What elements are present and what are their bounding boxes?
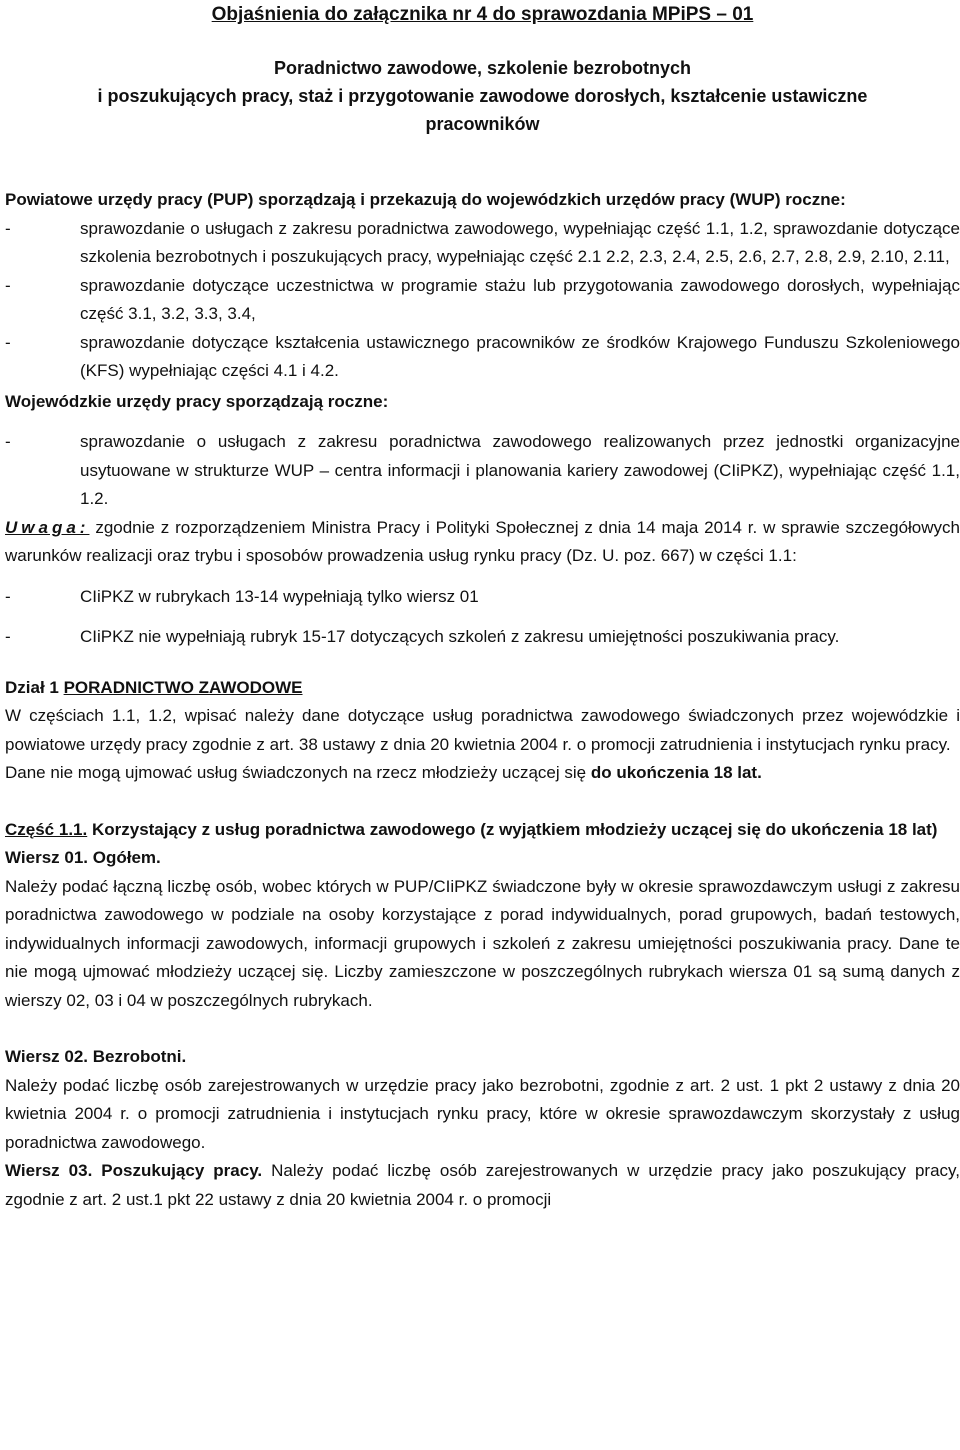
document-page <box>5 0 960 1214</box>
uwaga-list-item <box>5 623 960 652</box>
dzial-1-prefix: Dział 1 <box>5 677 64 697</box>
dash-marker: - <box>5 218 11 238</box>
wiersz-03-text: Należy podać liczbę osób zarejestrowanych w urzędzie pracy jako poszukujący pracy, zgodnie z art. 2 ust.1 pkt 22 ustawy z dnia 20 kwietnia 2004 r. o promocji <box>5 1161 960 1209</box>
pup-list <box>5 215 960 386</box>
wup-item-text: sprawozdanie o usługach z zakresu poradnictwa zawodowego realizowanych przez jednostki organizacyjne usytuowane w strukturze WUP – centra informacji i planowania kariery zawodowej (CIiPKZ), wypełniając część 1.1, 1.2. <box>80 432 960 508</box>
wiersz-03-label: Wiersz 03. Poszukujący pracy. <box>5 1161 263 1180</box>
pup-list-item <box>5 215 960 272</box>
wiersz-01-text: Należy podać łączną liczbę osób, wobec których w PUP/CIiPKZ świadczone były w okresie sprawozdawczym usługi z zakresu poradnictwa zawodowego w podziale na osoby korzystające z porad indywidualnych, porad grupowych, badań testowych, indywidualnych informacji zawodowych, informacji grupowych i szkoleń z zakresu umiejętności poszukiwania pracy. Dane te nie mogą ujmować młodzieży uczącej się. Liczby zamieszczone w poszczególnych rubrykach wiersza 01 są sumą danych z wierszy 02, 03 i 04 w poszczególnych rubrykach. <box>5 876 960 1010</box>
uwaga-list <box>5 583 960 652</box>
dash-marker: - <box>5 627 11 646</box>
wup-intro: Wojewódzkie urzędy pracy sporządzają roczne: <box>5 391 389 411</box>
wiersz-02-text: Należy podać liczbę osób zarejestrowanych w urzędzie pracy jako bezrobotni, zgodnie z art. 2 ust. 1 pkt 2 ustawy z dnia 20 kwietnia 2004 r. o promocji zatrudnienia i instytucjach rynku pracy, które w okresie sprawozdawczym skorzystały z usług poradnictwa zawodowego. <box>5 1075 960 1152</box>
dash-marker: - <box>5 275 11 295</box>
dzial-1-title: PORADNICTWO ZAWODOWE <box>63 677 303 697</box>
dzial-1-paragraph-2-text: Dane nie mogą ujmować usług świadczonych na rzecz młodzieży uczącej się <box>5 763 591 782</box>
wiersz-02-label: Wiersz 02. Bezrobotni. <box>5 1047 187 1066</box>
document-title: Objaśnienia do załącznika nr 4 do sprawozdania MPiPS – 01 <box>211 4 754 25</box>
dash-marker: - <box>5 432 11 451</box>
wup-list-item <box>5 428 960 514</box>
pup-list-item <box>5 272 960 329</box>
dzial-1-heading <box>5 674 960 703</box>
pup-list-item <box>5 329 960 386</box>
dzial-1-paragraph-1: W częściach 1.1, 1.2, wpisać należy dane dotyczące usług poradnictwa zawodowego świadczonych przez wojewódzkie i powiatowe urzędy pracy zgodnie z art. 38 ustawy z dnia 20 kwietnia 2004 r. o promocji zatrudnienia i instytucjach rynku pracy. <box>5 706 960 754</box>
pup-item-text: sprawozdanie dotyczące uczestnictwa w programie stażu lub przygotowania zawodowego dorosłych, wypełniając część 3.1, 3.2, 3.3, 3.4, <box>80 275 960 323</box>
section-title <box>5 54 960 138</box>
czesc-1-1-prefix: Część 1.1. <box>5 819 88 839</box>
pup-item-text: sprawozdanie o usługach z zakresu poradnictwa zawodowego, wypełniając część 1.1, 1.2, sprawozdanie dotyczące szkolenia bezrobotnych i poszukujących pracy, wypełniając część 2.1 2.2, 2.3, 2.4, 2.5, 2.6, 2.7, 2.8, 2.9, 2.10, 2.11, <box>80 218 960 266</box>
section-title-line-2: i poszukujących pracy, staż i przygotowanie zawodowe dorosłych, kształcenie ustawiczne <box>97 86 868 106</box>
uwaga-list-item <box>5 583 960 612</box>
section-title-line-3: pracowników <box>425 114 540 134</box>
pup-item-text: sprawozdanie dotyczące kształcenia ustawicznego pracowników ze środków Krajowego Funduszu Szkoleniowego (KFS) wypełniając części 4.1 i 4.2. <box>80 332 960 380</box>
czesc-1-1-title: Korzystający z usług poradnictwa zawodowego (z wyjątkiem młodzieży uczącej się do ukończenia 18 lat) <box>87 819 938 839</box>
dzial-1-paragraph-2-bold: do ukończenia 18 lat. <box>590 763 762 782</box>
uwaga-label: Uwaga: <box>5 517 90 537</box>
wiersz-01-label: Wiersz 01. Ogółem. <box>5 848 161 867</box>
dash-marker: - <box>5 332 11 352</box>
uwaga-item-text: CIiPKZ nie wypełniają rubryk 15-17 dotyczących szkoleń z zakresu umiejętności poszukiwania pracy. <box>80 627 840 646</box>
wiersz-03-paragraph <box>5 1157 960 1214</box>
wup-list <box>5 428 960 514</box>
uwaga-text: zgodnie z rozporządzeniem Ministra Pracy i Polityki Społecznej z dnia 14 maja 2014 r. w sprawie szczegółowych warunków realizacji oraz trybu i sposobów prowadzenia usług rynku pracy (Dz. U. poz. 667) w części 1.1: <box>5 517 960 565</box>
pup-intro: Powiatowe urzędy pracy (PUP) sporządzają i przekazują do wojewódzkich urzędów pracy (WUP) roczne: <box>5 190 846 209</box>
section-title-line-1: Poradnictwo zawodowe, szkolenie bezrobotnych <box>273 58 692 78</box>
dash-marker: - <box>5 586 11 606</box>
dzial-1-paragraph-2 <box>5 759 960 788</box>
uwaga-item-text: CIiPKZ w rubrykach 13-14 wypełniają tylko wiersz 01 <box>80 586 479 606</box>
czesc-1-1-heading <box>5 816 960 845</box>
uwaga-paragraph <box>5 514 960 571</box>
